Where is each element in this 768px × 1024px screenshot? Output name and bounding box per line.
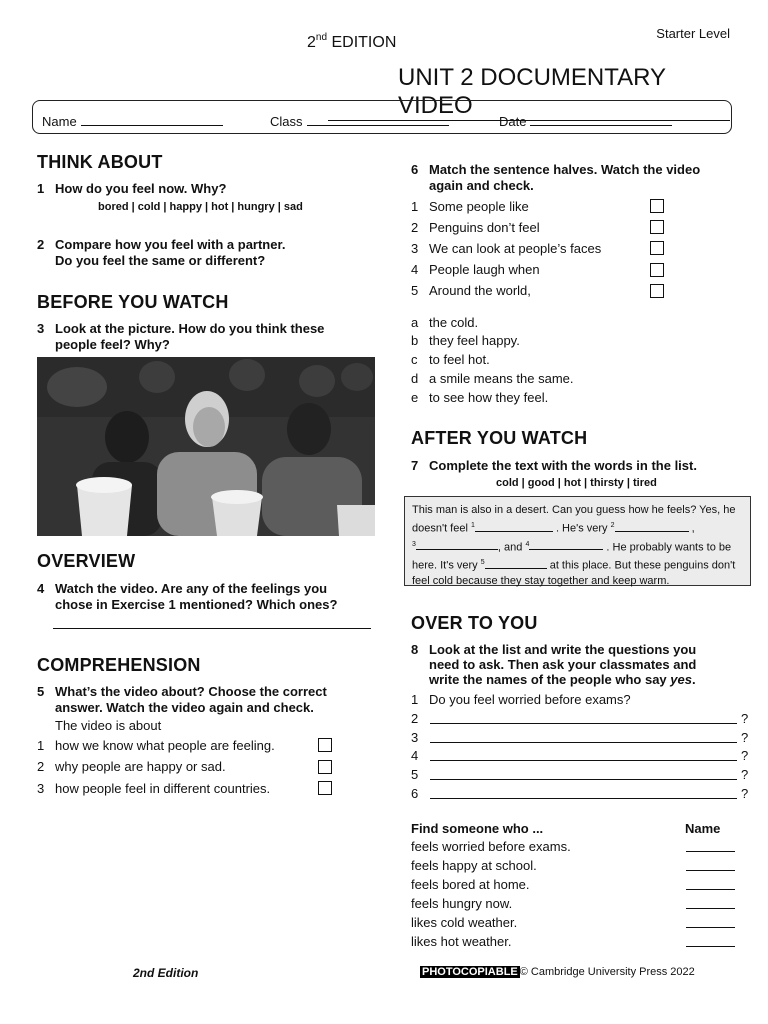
over-to-you-heading: OVER TO YOU: [411, 613, 538, 633]
find-item: feels happy at school.: [411, 858, 537, 873]
overview-heading: OVERVIEW: [37, 551, 136, 571]
find-name-line[interactable]: [686, 851, 735, 852]
gap-5[interactable]: [485, 558, 547, 569]
match-first-half: 4 People laugh when: [411, 262, 540, 277]
find-name-line[interactable]: [686, 927, 735, 928]
match-box-3[interactable]: [650, 241, 664, 255]
word-list-7: cold | good | hot | thirsty | tired: [496, 477, 657, 489]
q8-answer-line-6[interactable]: [430, 798, 737, 799]
match-box-4[interactable]: [650, 263, 664, 277]
find-name-line[interactable]: [686, 889, 735, 890]
footer-edition: 2nd Edition: [133, 966, 199, 980]
date-field[interactable]: Date: [499, 113, 672, 129]
match-second-half: c to feel hot.: [411, 352, 490, 367]
question-2: 2 Compare how you feel with a partner. Do you feel the same or different?: [37, 237, 286, 268]
name-column-header: Name: [685, 821, 721, 836]
q8-question-row: 5 ?: [411, 767, 749, 782]
q5-option: 1 how we know what people are feeling.: [37, 738, 275, 753]
match-second-half: d a smile means the same.: [411, 371, 574, 386]
question-6: 6 Match the sentence halves. Watch the video again and check.: [411, 162, 701, 193]
find-name-line[interactable]: [686, 908, 735, 909]
find-someone-header: Find someone who ...: [411, 821, 544, 836]
q5-checkbox-2[interactable]: [318, 760, 332, 774]
gap-4[interactable]: [529, 539, 603, 550]
cinema-audience-photo: [37, 357, 375, 536]
question-3: 3 Look at the picture. How do you think these people feel? Why?: [37, 321, 325, 352]
question-7: 7 Complete the text with the words in the list.: [411, 458, 697, 473]
find-name-line[interactable]: [686, 870, 735, 871]
q8-question-row: 4 ?: [411, 748, 749, 763]
q5-option: 3 how people feel in different countries.: [37, 781, 271, 796]
unit-title: UNIT 2 DOCUMENTARY VIDEO: [328, 64, 730, 121]
level-label: Starter Level: [656, 26, 730, 41]
find-item: feels worried before exams.: [411, 839, 571, 854]
find-item: feels hungry now.: [411, 896, 513, 911]
match-first-half: 2 Penguins don’t feel: [411, 220, 540, 235]
after-you-watch-heading: AFTER YOU WATCH: [411, 428, 588, 448]
match-box-2[interactable]: [650, 220, 664, 234]
class-field[interactable]: Class: [270, 113, 449, 129]
q8-answer-line-5[interactable]: [430, 779, 737, 780]
match-box-1[interactable]: [650, 199, 664, 213]
q8-question-row: 2 ?: [411, 711, 749, 726]
q5-stem: The video is about: [55, 718, 162, 733]
match-second-half: a the cold.: [411, 315, 479, 330]
word-list-1: bored | cold | happy | hot | hungry | sad: [98, 201, 303, 213]
q8-answer-line-4[interactable]: [430, 760, 737, 761]
answer-line-4[interactable]: [53, 628, 371, 629]
match-first-half: 3 We can look at people’s faces: [411, 241, 602, 256]
q8-question-1: 1 Do you feel worried before exams?: [411, 692, 631, 707]
footer-copyright: PHOTOCOPIABLE © Cambridge University Press 2022: [422, 966, 695, 978]
question-5: 5 What’s the video about? Choose the correct answer. Watch the video again and check.: [37, 684, 327, 715]
find-item: feels bored at home.: [411, 877, 530, 892]
match-first-half: 1 Some people like: [411, 199, 529, 214]
q8-answer-line-3[interactable]: [430, 742, 737, 743]
q5-option: 2 why people are happy or sad.: [37, 759, 226, 774]
comprehension-heading: COMPREHENSION: [37, 655, 201, 675]
question-1: 1 How do you feel now. Why?: [37, 181, 227, 196]
match-box-5[interactable]: [650, 284, 664, 298]
q8-question-row: 6 ?: [411, 786, 749, 801]
student-info-box: [32, 100, 732, 134]
photocopiable-badge: PHOTOCOPIABLE: [422, 966, 518, 978]
question-8: 8 Look at the list and write the questions you need to ask. Then ask your classmates and write the names of the people who say yes.: [411, 642, 697, 687]
q8-answer-line-2[interactable]: [430, 723, 737, 724]
think-about-heading: THINK ABOUT: [37, 152, 163, 172]
gap-2[interactable]: [615, 521, 689, 532]
q5-checkbox-3[interactable]: [318, 781, 332, 795]
edition-label: 2nd EDITION: [307, 32, 397, 51]
match-first-half: 5 Around the world,: [411, 283, 531, 298]
q8-question-row: 3 ?: [411, 730, 749, 745]
before-you-watch-heading: BEFORE YOU WATCH: [37, 292, 229, 312]
find-name-line[interactable]: [686, 946, 735, 947]
gap-3[interactable]: [416, 539, 498, 550]
name-field[interactable]: Name: [42, 113, 223, 129]
gap-1[interactable]: [475, 521, 553, 532]
question-4: 4 Watch the video. Are any of the feelings you chose in Exercise 1 mentioned? Which ones?: [37, 581, 338, 612]
match-second-half: e to see how they feel.: [411, 390, 549, 405]
find-item: likes cold weather.: [411, 915, 518, 930]
find-item: likes hot weather.: [411, 934, 512, 949]
gap-fill-text: This man is also in a desert. Can you guess how he feels? Yes, he doesn't feel $^1$ . He's very $^2$ , $^3$ , and $^4$ . He probably wants to be here. It's very $^5$ at this place. But these penguins don't feel cold because they stay together and keep warm.: [404, 496, 751, 586]
q5-checkbox-1[interactable]: [318, 738, 332, 752]
match-second-half: b they feel happy.: [411, 333, 520, 348]
